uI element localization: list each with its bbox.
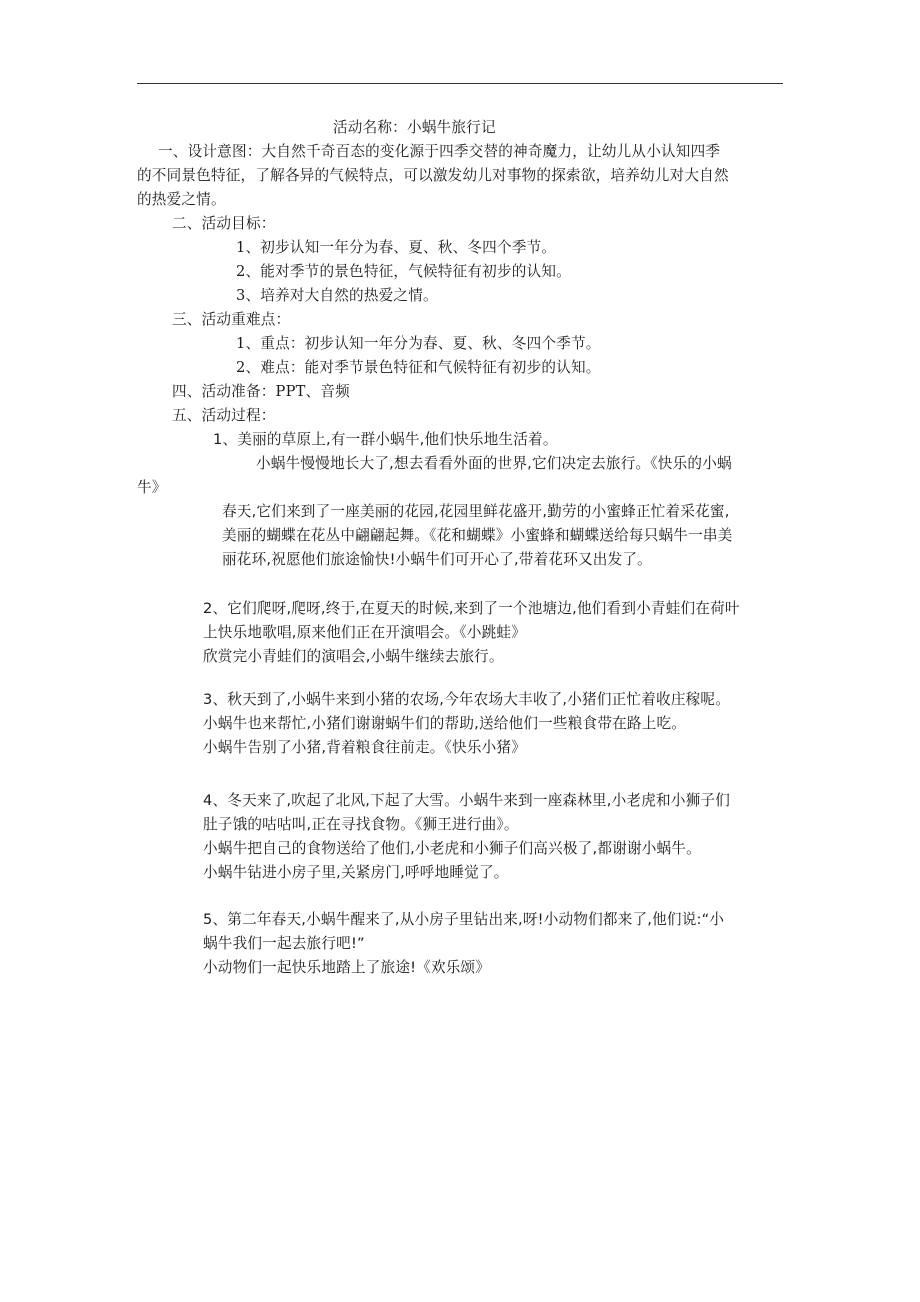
process-3-line-1: 3、秋天到了,小蜗牛来到小猪的农场,今年农场大丰收了,小猪们正忙着收庄稼呢。 xyxy=(203,691,730,708)
process-2-line-1: 2、它们爬呀,爬呀,终于,在夏天的时候,来到了一个池塘边,他们看到小青蛙们在荷叶 xyxy=(203,600,740,617)
process-1-line-1: 1、美丽的草原上,有一群小蜗牛,他们快乐地生活着。 xyxy=(213,431,558,448)
page-title: 活动名称：小蜗牛旅行记 xyxy=(333,119,496,136)
process-1-line-3: 牛》 xyxy=(137,479,167,496)
goals-heading: 二、活动目标： xyxy=(172,215,276,232)
design-intent-line-3: 的热爱之情。 xyxy=(137,191,226,208)
process-1-line-2: 小蜗牛慢慢地长大了,想去看看外面的世界,它们决定去旅行。《快乐的小蜗 xyxy=(256,455,732,472)
key-point-item-2: 2、难点：能对季节景色特征和气候特征有初步的认知。 xyxy=(236,359,601,376)
process-1-line-4: 春天,它们来到了一座美丽的花园,花园里鲜花盛开,勤劳的小蜜蜂正忙着采花蜜, xyxy=(222,503,730,520)
process-2-line-2: 上快乐地歌唱,原来他们正在开演唱会。《小跳蛙》 xyxy=(203,624,527,641)
goal-item-2: 2、能对季节的景色特征，气候特征有初步的认知。 xyxy=(236,263,571,280)
process-3-line-3: 小蜗牛告别了小猪,背着粮食往前走。《快乐小猪》 xyxy=(203,739,527,756)
process-3-line-2: 小蜗牛也来帮忙,小猪们谢谢蜗牛们的帮助,送给他们一些粮食带在路上吃。 xyxy=(203,715,687,732)
process-5-line-1: 5、第二年春天,小蜗牛醒来了,从小房子里钻出来,呀!小动物们都来了,他们说:“小 xyxy=(203,911,725,928)
key-point-item-1: 1、重点：初步认知一年分为春、夏、秋、冬四个季节。 xyxy=(236,335,601,352)
process-2-line-3: 欣赏完小青蛙们的演唱会,小蜗牛继续去旅行。 xyxy=(203,648,504,665)
preparation-line: 四、活动准备：PPT、音频 xyxy=(172,383,350,400)
process-4-line-2: 肚子饿的咕咕叫,正在寻找食物。《狮王进行曲》。 xyxy=(203,816,519,833)
design-intent-line-2: 的不同景色特征，了解各异的气候特点，可以激发幼儿对事物的探索欲，培养幼儿对大自然 xyxy=(137,167,729,184)
process-heading: 五、活动过程： xyxy=(172,407,276,424)
process-1-line-5: 美丽的蝴蝶在花丛中翩翩起舞。《花和蝴蝶》小蜜蜂和蝴蝶送给每只蜗牛一串美 xyxy=(222,527,733,544)
process-4-line-1: 4、冬天来了,吹起了北风,下起了大雪。小蜗牛来到一座森林里,小老虎和小狮子们 xyxy=(203,792,730,809)
process-5-line-2: 蜗牛我们一起去旅行吧!” xyxy=(203,935,365,952)
header-rule xyxy=(137,83,783,84)
key-points-heading: 三、活动重难点： xyxy=(172,311,291,328)
process-1-line-6: 丽花环,祝愿他们旅途愉快!小蜗牛们可开心了,带着花环又出发了。 xyxy=(222,551,652,568)
process-4-line-3: 小蜗牛把自己的食物送给了他们,小老虎和小狮子们高兴极了,都谢谢小蜗牛。 xyxy=(203,840,701,857)
design-intent-line-1: 一、设计意图：大自然千奇百态的变化源于四季交替的神奇魔力，让幼儿从小认知四季 xyxy=(158,143,721,160)
goal-item-3: 3、培养对大自然的热爱之情。 xyxy=(236,287,438,304)
goal-item-1: 1、初步认知一年分为春、夏、秋、冬四个季节。 xyxy=(236,239,557,256)
process-4-line-4: 小蜗牛钻进小房子里,关紧房门,呼呼地睡觉了。 xyxy=(203,864,509,881)
process-5-line-3: 小动物们一起快乐地踏上了旅途!《欢乐颂》 xyxy=(203,959,491,976)
